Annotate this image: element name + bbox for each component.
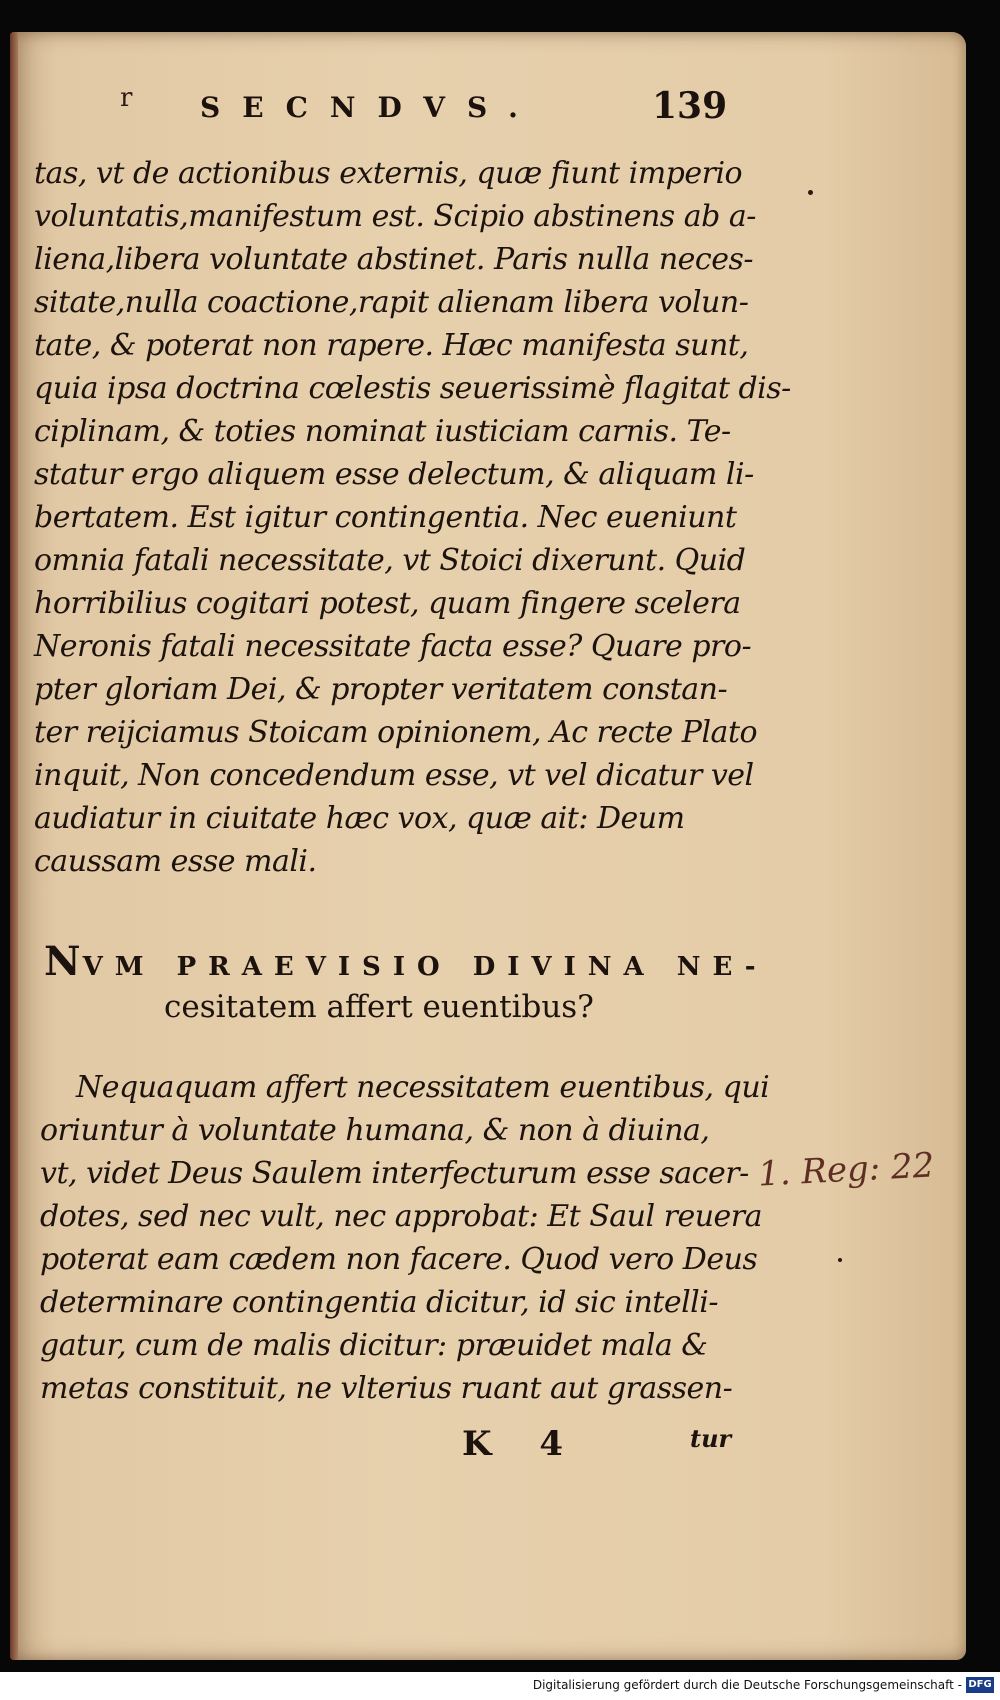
text-line: poterat eam cædem non facere. Quod vero Deus <box>40 1242 758 1277</box>
text-line: determinare contingentia dicitur, id sic intelli- <box>40 1285 718 1320</box>
text-line: audiatur in ciuitate hæc vox, quæ ait: Deum <box>34 801 685 836</box>
handwritten-marginal-note: 1. Reg: 22 <box>757 1145 936 1195</box>
catchword: tur <box>690 1424 732 1453</box>
text-line: quia ipsa doctrina cœlestis seuerissimè flagitat dis- <box>34 371 791 406</box>
text-line: liena,libera voluntate abstinet. Paris nulla neces- <box>34 242 753 277</box>
text-line: dotes, sed nec vult, nec approbat: Et Saul reuera <box>40 1199 763 1234</box>
text-line: tate, & poterat non rapere. Hæc manifesta sunt, <box>34 328 749 363</box>
text-line: oriuntur à voluntate humana, & non à diuina, <box>40 1113 710 1148</box>
text-line: omnia fatali necessitate, vt Stoici dixerunt. Quid <box>34 543 746 578</box>
heading-line-1 <box>44 938 768 985</box>
text-line: statur ergo aliquem esse delectum, & aliquam li- <box>34 457 754 492</box>
footer-credit: Digitalisierung gefördert durch die Deutsche Forschungsgemeinschaft - <box>532 1678 962 1692</box>
ink-speck <box>838 1258 842 1262</box>
text-line: gatur, cum de malis dicitur: præuidet mala & <box>40 1328 708 1363</box>
page-number: 139 <box>652 85 728 127</box>
text-line: Neronis fatali necessitate facta esse? Quare pro- <box>34 629 752 664</box>
text-line: pter gloriam Dei, & propter veritatem constan- <box>34 672 728 707</box>
heading-line-2: cesitatem affert euentibus? <box>164 989 594 1025</box>
text-line: horribilius cogitari potest, quam fingere scelera <box>34 586 741 621</box>
text-line: bertatem. Est igitur contingentia. Nec eueniunt <box>34 500 737 535</box>
paragraph-2 <box>40 1066 770 1410</box>
running-title: SECNDVS. <box>200 91 540 124</box>
running-head <box>120 83 732 145</box>
dfg-logo: DFG <box>966 1677 994 1693</box>
section-heading <box>44 938 768 1025</box>
text-line: sitate,nulla coactione,rapit alienam libera volun- <box>34 285 749 320</box>
page-binding-edge <box>10 32 18 1660</box>
text-line: caussam esse mali. <box>34 844 317 879</box>
ink-speck <box>808 190 813 195</box>
text-line: ter reijciamus Stoicam opinionem, Ac recte Plato <box>34 715 758 750</box>
text-line: inquit, Non concedendum esse, vt vel dicatur vel <box>34 758 754 793</box>
signature-mark: K 4 <box>462 1424 582 1464</box>
heading-line-1-text: VM PRAEVISIO DIVINA NE- <box>82 952 768 982</box>
footer-bar <box>0 1672 1000 1700</box>
text-line: ciplinam, & toties nominat iusticiam carnis. Te- <box>34 414 731 449</box>
running-head-mark: r <box>120 83 133 113</box>
heading-initial: N <box>44 938 83 985</box>
text-line: Nequaquam affert necessitatem euentibus, qui <box>76 1070 770 1105</box>
text-line: tas, vt de actionibus externis, quæ fiunt imperio <box>34 156 743 191</box>
text-line: vt, videt Deus Saulem interfecturum esse sacer- <box>40 1156 749 1191</box>
paragraph-1 <box>34 152 791 883</box>
text-line: voluntatis,manifestum est. Scipio abstinens ab a- <box>34 199 756 234</box>
text-line: metas constituit, ne vlterius ruant aut grassen- <box>40 1371 733 1406</box>
